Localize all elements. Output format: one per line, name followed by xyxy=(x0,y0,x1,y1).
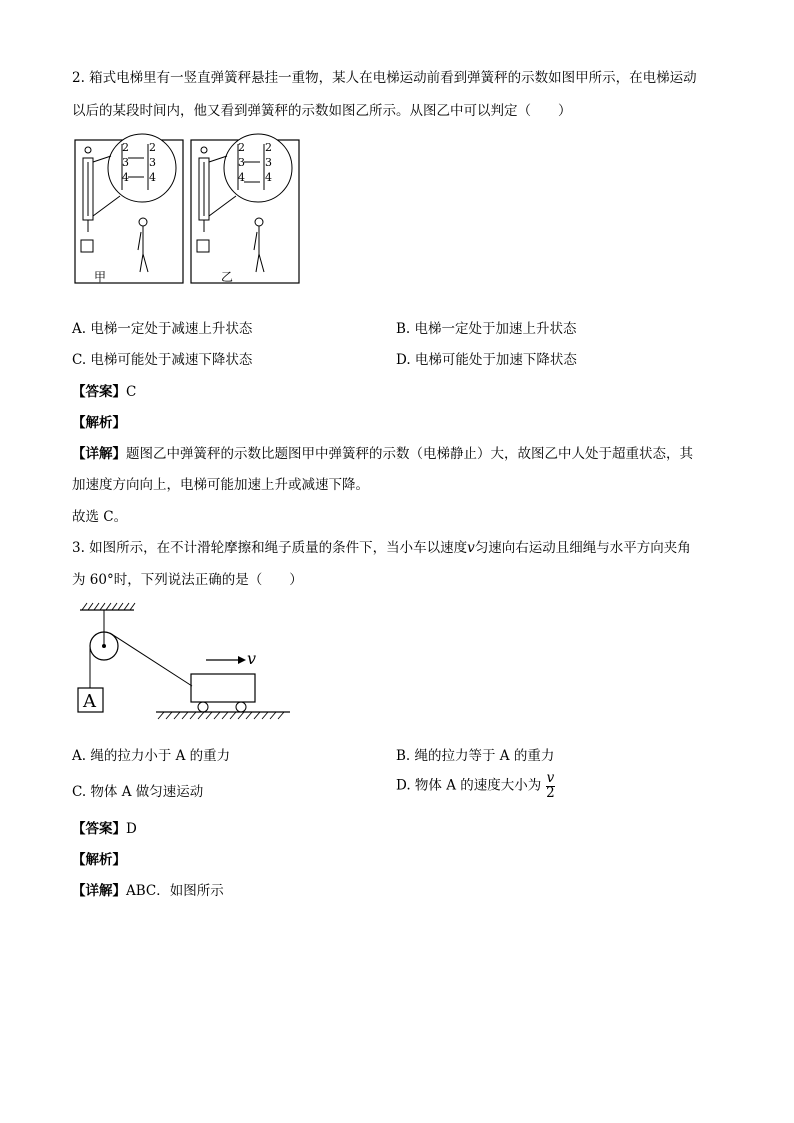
fraction-numerator: v xyxy=(546,770,555,786)
q2-option-c: C. 电梯可能处于减速下降状态 xyxy=(72,352,253,368)
q3-option-d-text: D. 物体 A 的速度大小为 xyxy=(396,777,542,794)
figure-label-yi: 乙 xyxy=(221,270,234,284)
detail-text: ABC．如图所示 xyxy=(126,883,224,899)
scale-tick: 2 xyxy=(122,141,129,154)
q2-conclusion: 故选 C。 xyxy=(72,509,128,525)
q3-option-a: A. 绳的拉力小于 A 的重力 xyxy=(72,748,231,764)
answer-tag: 【答案】 xyxy=(72,821,126,837)
q3-answer xyxy=(72,817,137,837)
q2-detail-line1 xyxy=(72,442,693,462)
scale-ticks-jia xyxy=(122,140,129,185)
scale-tick: 2 xyxy=(149,141,156,154)
q3-option-b: B. 绳的拉力等于 A 的重力 xyxy=(396,748,555,764)
answer-value: D xyxy=(126,821,137,837)
detail-tag: 【详解】 xyxy=(72,883,126,899)
q3-stem-var: v xyxy=(467,540,475,556)
fraction-denominator: 2 xyxy=(546,784,555,801)
q3-stem-line2: 为 60°时，下列说法正确的是（ ） xyxy=(72,572,303,588)
q2-option-b: B. 电梯一定处于加速上升状态 xyxy=(396,321,577,337)
q2-figure-a xyxy=(74,132,186,284)
block-a-label: A xyxy=(83,691,96,712)
q3-stem-line1 xyxy=(72,536,691,556)
scale-tick: 3 xyxy=(238,156,245,169)
answer-tag: 【答案】 xyxy=(72,384,126,400)
q3-analysis-tag: 【解析】 xyxy=(72,852,126,868)
scale-tick: 3 xyxy=(265,156,272,169)
scale-tick: 4 xyxy=(238,171,245,184)
q2-stem-line1: 2. 箱式电梯里有一竖直弹簧秤悬挂一重物，某人在电梯运动前看到弹簧秤的示数如图甲所示，在电梯运动 xyxy=(72,70,697,86)
figure-label-jia: 甲 xyxy=(94,270,107,284)
scale-ticks-yi xyxy=(238,140,245,185)
scale-tick: 2 xyxy=(265,141,272,154)
q2-analysis-tag: 【解析】 xyxy=(72,415,126,431)
scale-tick: 4 xyxy=(149,171,156,184)
scale-tick: 3 xyxy=(149,156,156,169)
q3-stem-pre: 3. 如图所示，在不计滑轮摩擦和绳子质量的条件下，当小车以速度 xyxy=(72,540,468,556)
q3-pulley-diagram xyxy=(70,600,295,725)
scale-ticks-yi-right xyxy=(265,140,272,185)
scale-tick: 4 xyxy=(122,171,129,184)
q2-stem-line2: 以后的某段时间内，他又看到弹簧秤的示数如图乙所示。从图乙中可以判定（ ） xyxy=(72,103,572,119)
scale-ticks-jia-right xyxy=(149,140,156,185)
q2-figure-b xyxy=(190,132,302,284)
q3-detail xyxy=(72,879,224,899)
q3-stem-post: 匀速向右运动且细绳与水平方向夹角 xyxy=(474,540,691,556)
q3-option-c: C. 物体 A 做匀速运动 xyxy=(72,784,204,800)
velocity-label: v xyxy=(247,649,257,668)
q3-option-d xyxy=(396,772,555,800)
q2-detail-line2: 加速度方向向上，电梯可能加速上升或减速下降。 xyxy=(72,477,369,493)
scale-tick: 4 xyxy=(265,171,272,184)
q2-answer xyxy=(72,380,136,400)
answer-value: C xyxy=(126,384,137,400)
scale-tick: 3 xyxy=(122,156,129,169)
detail-tag: 【详解】 xyxy=(72,446,126,462)
q2-option-d: D. 电梯可能处于加速下降状态 xyxy=(396,352,577,368)
q2-option-a: A. 电梯一定处于减速上升状态 xyxy=(72,321,253,337)
detail-text: 题图乙中弹簧秤的示数比题图甲中弹簧秤的示数（电梯静止）大，故图乙中人处于超重状态，其 xyxy=(126,446,693,462)
scale-tick: 2 xyxy=(238,141,245,154)
fraction-v-over-2 xyxy=(546,772,556,800)
